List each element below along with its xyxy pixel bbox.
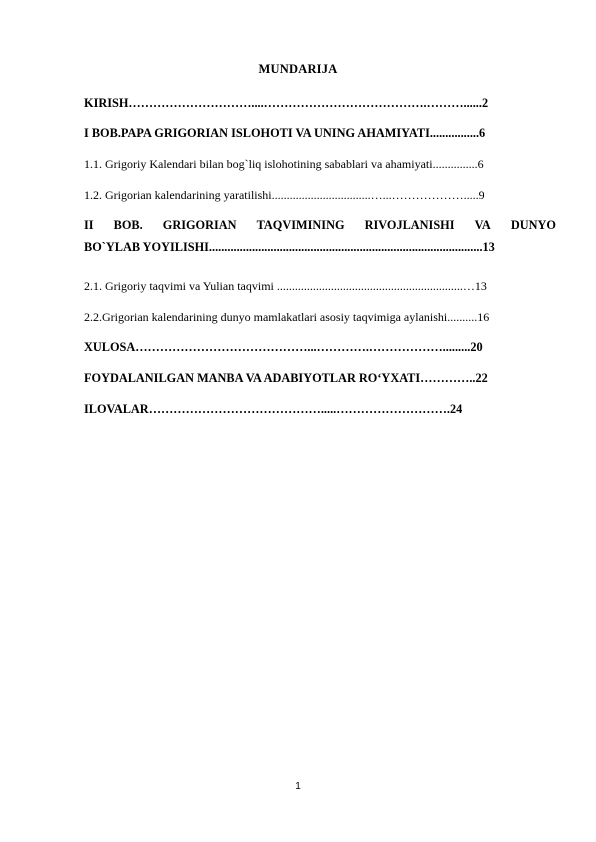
chapter-2-word: VA bbox=[474, 218, 491, 232]
toc-entry-2-2: 2.2.Grigorian kalendarining dunyo mamlakatlari asosiy taqvimiga aylanishi..........16 bbox=[84, 310, 490, 324]
page-title: MUNDARIJA bbox=[258, 62, 338, 76]
toc-entry-1-2: 1.2. Grigorian kalendarining yaratilishi.................................…...……………….....9 bbox=[84, 188, 485, 202]
toc-entry-ilovalar: ILOVALAR…………………………………….....……………………….24 bbox=[84, 402, 463, 416]
chapter-2-word: II bbox=[84, 218, 94, 232]
chapter-2-word: RIVOJLANISHI bbox=[364, 218, 455, 232]
chapter-2-word: GRIGORIAN bbox=[162, 218, 237, 232]
toc-entry-2-1: 2.1. Grigoriy taqvimi va Yulian taqvimi ..............................................................…13 bbox=[84, 279, 487, 293]
chapter-2-heading-line2: BO`YLAB YOYILISHI.........................................................................................13 bbox=[84, 240, 495, 254]
chapter-2-word: TAQVIMINING bbox=[256, 218, 345, 232]
chapter-2-word: DUNYO bbox=[510, 218, 556, 232]
toc-entry-bibliography: FOYDALANILGAN MANBA VA ADABIYOTLAR RO‘YXATI…………..22 bbox=[84, 371, 488, 385]
page-number: 1 bbox=[295, 781, 301, 792]
toc-entry-chapter-1: I BOB.PAPA GRIGORIAN ISLOHOTI VA UNING AHAMIYATI................6 bbox=[84, 126, 486, 140]
toc-entry-1-1: 1.1. Grigoriy Kalendari bilan bog`liq islohotining sabablari va ahamiyati...............6 bbox=[84, 157, 484, 171]
toc-entry-xulosa: XULOSA……………………………………...………….……………….........20 bbox=[84, 340, 483, 354]
toc-entry-kirish: KIRISH…………………………....………………………………….………......2 bbox=[84, 96, 489, 110]
chapter-2-heading-line1 bbox=[84, 218, 556, 232]
chapter-2-word: BOB. bbox=[113, 218, 143, 232]
toc-entry-chapter-2 bbox=[84, 218, 556, 254]
